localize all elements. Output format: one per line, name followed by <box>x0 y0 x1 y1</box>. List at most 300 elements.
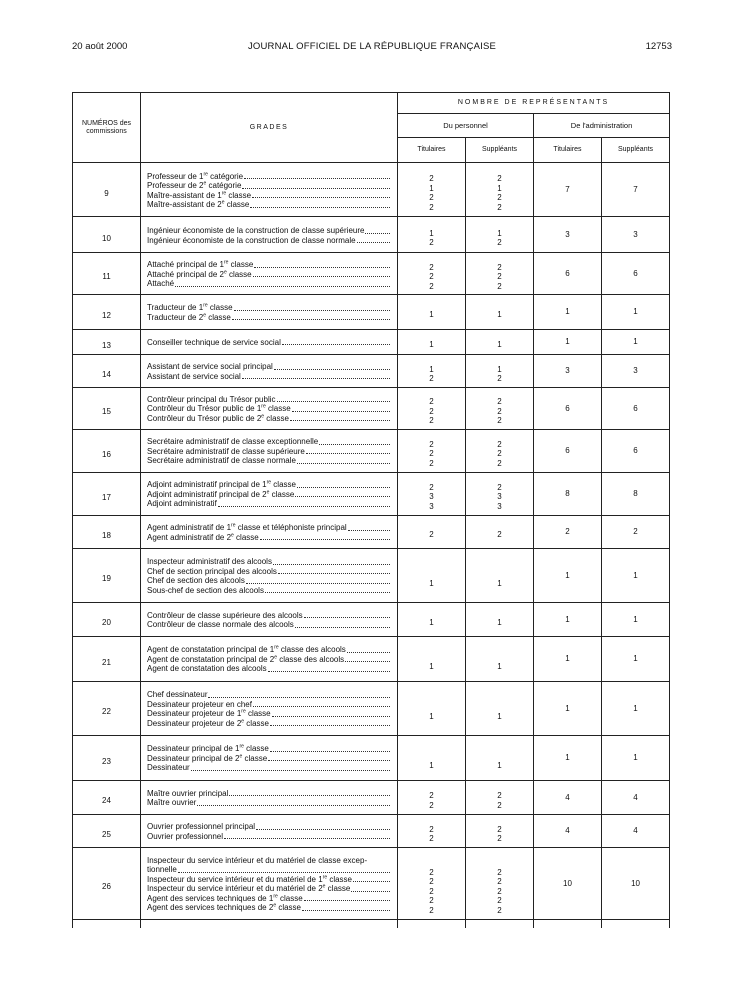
grades-cell <box>141 217 398 253</box>
count-value: 2 <box>497 896 502 905</box>
suppleants-admin-cell: 1 <box>602 735 670 780</box>
group-header-admin: De l'administration <box>534 114 670 138</box>
leader-dots <box>306 447 390 455</box>
grades-cell <box>141 814 398 847</box>
grade-label: Sous-chef de section des alcools <box>147 585 264 595</box>
grade-line <box>147 456 391 466</box>
titulaires-admin-cell: 8 <box>534 472 602 515</box>
count-value: 1 <box>497 662 502 671</box>
col-header-numeros: NUMÉROS des commissions <box>73 93 141 163</box>
table-row <box>73 735 670 780</box>
leader-dots <box>295 620 390 628</box>
grade-label: Secrétaire administratif de classe supérieure <box>147 446 305 456</box>
titulaires-admin-cell: 1 <box>534 329 602 354</box>
suppleants-admin-cell: 7 <box>602 163 670 217</box>
count-value <box>466 702 533 712</box>
count-value: 2 <box>429 824 434 834</box>
grade-line <box>147 313 391 323</box>
commission-number: 11 <box>73 253 141 295</box>
leader-dots <box>290 414 390 422</box>
table-continuation <box>73 919 670 928</box>
grade-label: Ingénieur économiste de la construction de classe normale <box>147 235 356 245</box>
titulaires-personnel-cell <box>398 814 466 847</box>
grade-label: Contrôleur de classe supérieure des alcools <box>147 610 303 620</box>
titulaires-personnel-cell <box>398 636 466 681</box>
commission-number: 26 <box>73 847 141 919</box>
header-date: 20 août 2000 <box>72 41 128 52</box>
count-value: 2 <box>429 272 434 281</box>
count-value <box>398 752 465 762</box>
commission-number: 21 <box>73 636 141 681</box>
table-row <box>73 387 670 429</box>
count-value: 2 <box>429 416 434 426</box>
grade-line <box>147 789 391 799</box>
leader-dots <box>282 338 390 346</box>
titulaires-admin-cell: 3 <box>534 354 602 387</box>
suppleants-personnel-cell <box>466 814 534 847</box>
titulaires-personnel-cell <box>398 429 466 472</box>
grade-line <box>147 172 391 182</box>
grade-line <box>147 338 391 348</box>
count-value: 2 <box>497 824 502 834</box>
grade-line <box>147 260 391 270</box>
count-value: 2 <box>497 834 502 843</box>
grade-label: Dessinateur principal de 2e classe <box>147 753 268 763</box>
count-value: 2 <box>497 272 502 281</box>
titulaires-admin-cell: 1 <box>534 548 602 602</box>
leader-dots <box>357 236 390 244</box>
grades-cell <box>141 847 398 919</box>
commission-number: 25 <box>73 814 141 847</box>
grade-line <box>147 447 391 457</box>
suppleants-admin-cell: 1 <box>602 294 670 329</box>
group-header-personnel: Du personnel <box>398 114 534 138</box>
count-value: 1 <box>497 578 502 588</box>
grade-label: Agent des services techniques de 1re classe <box>147 893 303 903</box>
grade-label: Agent de constatation principal de 1re classe des alcools <box>147 645 346 655</box>
count-value <box>398 702 465 712</box>
titulaires-admin-cell: 6 <box>534 253 602 295</box>
count-value <box>466 653 533 663</box>
titulaires-admin-cell: 1 <box>534 294 602 329</box>
grade-label: Agent administratif de 1re classe et téléphoniste principal <box>147 523 347 532</box>
grade-label: Secrétaire administratif de classe normale <box>147 456 296 466</box>
col-header-suppleants-admin: Suppléants <box>602 138 670 163</box>
grades-cell <box>141 735 398 780</box>
count-value: 1 <box>429 617 434 627</box>
leader-dots <box>234 303 390 311</box>
suppleants-admin-cell: 3 <box>602 354 670 387</box>
commission-number: 13 <box>73 329 141 354</box>
suppleants-admin-cell: 6 <box>602 429 670 472</box>
grade-line <box>147 557 391 567</box>
leader-dots <box>365 226 390 234</box>
count-value: 2 <box>429 877 434 886</box>
titulaires-personnel-cell <box>398 387 466 429</box>
count-value: 2 <box>497 202 502 212</box>
grade-line <box>147 414 391 424</box>
count-value <box>466 858 533 868</box>
leader-dots <box>268 754 390 762</box>
count-value: 2 <box>429 174 434 183</box>
grade-label: Conseiller technique de service social <box>147 337 281 347</box>
commission-number: 16 <box>73 429 141 472</box>
count-value: 2 <box>429 193 434 202</box>
suppleants-admin-cell: 10 <box>602 847 670 919</box>
grade-label: Inspecteur administratif des alcools <box>147 557 272 566</box>
page-header <box>72 41 672 53</box>
suppleants-personnel-cell <box>466 602 534 636</box>
count-value: 2 <box>497 174 502 183</box>
grade-line <box>147 856 391 866</box>
suppleants-personnel-cell <box>466 847 534 919</box>
count-value: 3 <box>497 501 502 511</box>
count-value: 2 <box>429 202 434 212</box>
grades-cell <box>141 163 398 217</box>
count-value: 3 <box>429 501 434 511</box>
continuation-cell <box>141 919 398 928</box>
count-value: 1 <box>429 761 434 770</box>
count-value <box>398 569 465 579</box>
table-row <box>73 548 670 602</box>
grades-cell <box>141 548 398 602</box>
leader-dots <box>272 709 390 717</box>
titulaires-admin-cell: 6 <box>534 429 602 472</box>
titulaires-admin-cell: 2 <box>534 515 602 548</box>
count-value: 2 <box>497 530 502 540</box>
grade-label: Ouvrier professionnel <box>147 831 224 841</box>
titulaires-personnel-cell <box>398 354 466 387</box>
grades-cell <box>141 681 398 735</box>
count-value: 2 <box>429 406 434 416</box>
leader-dots <box>253 700 390 708</box>
leader-dots <box>256 822 390 830</box>
grade-line <box>147 480 391 490</box>
grade-label: Assistant de service social <box>147 371 241 381</box>
grade-label: Dessinateur principal de 1re classe <box>147 744 269 754</box>
leader-dots <box>224 832 390 840</box>
count-value: 2 <box>497 397 502 407</box>
journal-title: JOURNAL OFFICIEL DE LA RÉPUBLIQUE FRANÇAISE <box>247 41 497 52</box>
grade-line <box>147 499 391 509</box>
grade-line <box>147 875 391 885</box>
page-number: 12753 <box>645 41 672 52</box>
count-value: 1 <box>497 761 502 770</box>
titulaires-personnel-cell <box>398 681 466 735</box>
leader-dots <box>246 576 390 584</box>
grade-line <box>147 200 391 210</box>
leader-dots <box>353 875 390 883</box>
titulaires-personnel-cell <box>398 847 466 919</box>
count-value: 2 <box>497 374 502 383</box>
grade-label: Agent de constatation des alcools <box>147 664 267 674</box>
grade-line <box>147 576 391 586</box>
leader-dots <box>244 172 390 180</box>
leader-dots <box>277 395 390 403</box>
grade-label: Dessinateur <box>147 763 190 773</box>
table-row <box>73 294 670 329</box>
suppleants-admin-cell: 6 <box>602 387 670 429</box>
suppleants-personnel-cell <box>466 472 534 515</box>
leader-dots <box>254 260 390 268</box>
leader-dots <box>218 499 390 507</box>
grades-cell <box>141 294 398 329</box>
suppleants-personnel-cell <box>466 387 534 429</box>
table-body <box>73 163 670 928</box>
grade-line <box>147 611 391 621</box>
suppleants-admin-cell: 1 <box>602 636 670 681</box>
count-value: 2 <box>429 439 434 449</box>
suppleants-admin-cell: 1 <box>602 602 670 636</box>
continuation-cell <box>398 919 466 928</box>
grade-line <box>147 523 391 533</box>
leader-dots <box>270 744 390 752</box>
grade-label: Contrôleur de classe normale des alcools <box>147 620 294 629</box>
count-value: 2 <box>429 905 434 915</box>
commission-number: 19 <box>73 548 141 602</box>
count-value: 2 <box>429 262 434 272</box>
table-row <box>73 814 670 847</box>
titulaires-personnel-cell <box>398 602 466 636</box>
grade-line <box>147 191 391 201</box>
grades-cell <box>141 253 398 295</box>
count-value: 2 <box>429 800 434 810</box>
grade-label: Maître-assistant de 2e classe <box>147 200 250 209</box>
grade-line <box>147 270 391 280</box>
count-value: 2 <box>429 791 434 800</box>
grade-label: Maître-assistant de 1re classe <box>147 190 252 200</box>
grade-label: Attaché principal de 2e classe <box>147 269 252 279</box>
count-value: 2 <box>497 905 502 915</box>
suppleants-personnel-cell <box>466 429 534 472</box>
grades-cell <box>141 329 398 354</box>
count-value: 2 <box>429 886 434 896</box>
suppleants-personnel-cell <box>466 217 534 253</box>
grades-cell <box>141 472 398 515</box>
grade-label: Agent de constatation principal de 2e classe des alcools <box>147 654 345 664</box>
leader-dots <box>273 557 390 565</box>
grade-line <box>147 884 391 894</box>
grades-cell <box>141 636 398 681</box>
count-value <box>398 858 465 868</box>
suppleants-admin-cell: 3 <box>602 217 670 253</box>
count-value <box>398 653 465 663</box>
continuation-cell <box>466 919 534 928</box>
grade-label: Inspecteur du service intérieur et du matériel de 1re classe <box>147 874 353 884</box>
grade-label: Dessinateur projeteur de 1re classe <box>147 709 271 718</box>
grade-label: Contrôleur du Trésor public de 1re classe <box>147 404 291 414</box>
titulaires-admin-cell: 6 <box>534 387 602 429</box>
leader-dots <box>197 798 390 806</box>
suppleants-admin-cell: 1 <box>602 681 670 735</box>
grade-line <box>147 798 391 808</box>
count-value: 2 <box>497 867 502 877</box>
grade-line <box>147 719 391 729</box>
col-header-titulaires-admin: Titulaires <box>534 138 602 163</box>
commission-number: 15 <box>73 387 141 429</box>
table-row <box>73 681 670 735</box>
grade-line <box>147 404 391 414</box>
grade-label: Ingénieur économiste de la construction de classe supérieure <box>147 226 365 235</box>
commission-number: 24 <box>73 780 141 814</box>
grade-line <box>147 700 391 710</box>
count-value: 2 <box>497 791 502 800</box>
continuation-cell <box>602 919 670 928</box>
count-value: 1 <box>429 662 434 671</box>
count-value: 2 <box>497 439 502 449</box>
table-row <box>73 429 670 472</box>
table-row <box>73 602 670 636</box>
suppleants-personnel-cell <box>466 636 534 681</box>
grade-line <box>147 763 391 773</box>
count-value: 1 <box>497 617 502 627</box>
table-row <box>73 636 670 681</box>
suppleants-admin-cell: 1 <box>602 329 670 354</box>
count-value: 1 <box>429 578 434 588</box>
table-row <box>73 329 670 354</box>
leader-dots <box>319 437 390 445</box>
table-row <box>73 163 670 217</box>
count-value: 3 <box>429 492 434 502</box>
titulaires-personnel-cell <box>398 217 466 253</box>
titulaires-personnel-cell <box>398 253 466 295</box>
commission-number: 18 <box>73 515 141 548</box>
leader-dots <box>242 372 390 380</box>
count-value: 2 <box>497 449 502 459</box>
suppleants-admin-cell: 8 <box>602 472 670 515</box>
titulaires-personnel-cell <box>398 294 466 329</box>
grade-label: Contrôleur principal du Trésor public <box>147 394 276 404</box>
grade-line <box>147 490 391 500</box>
grade-line <box>147 754 391 764</box>
count-value: 2 <box>429 281 434 291</box>
count-value: 2 <box>497 281 502 291</box>
count-value: 2 <box>429 458 434 468</box>
count-value: 1 <box>429 228 434 238</box>
count-value: 1 <box>497 310 502 320</box>
suppleants-personnel-cell <box>466 681 534 735</box>
grade-line <box>147 645 391 655</box>
suppleants-admin-cell: 4 <box>602 780 670 814</box>
leader-dots <box>232 313 390 321</box>
grade-line <box>147 586 391 596</box>
suppleants-personnel-cell <box>466 780 534 814</box>
count-value: 3 <box>497 492 502 502</box>
grade-line <box>147 226 391 236</box>
grades-cell <box>141 387 398 429</box>
leader-dots <box>268 664 390 672</box>
count-value: 2 <box>429 238 434 247</box>
representatives-table <box>72 92 670 928</box>
grade-line <box>147 372 391 382</box>
count-value: 1 <box>497 711 502 721</box>
suppleants-personnel-cell <box>466 354 534 387</box>
leader-dots <box>265 586 390 594</box>
titulaires-personnel-cell <box>398 548 466 602</box>
grade-line <box>147 832 391 842</box>
grade-line <box>147 620 391 630</box>
grades-cell <box>141 602 398 636</box>
titulaires-admin-cell: 7 <box>534 163 602 217</box>
col-header-titulaires-personnel: Titulaires <box>398 138 466 163</box>
count-value: 2 <box>497 482 502 492</box>
grade-label: Professeur de 2e catégorie <box>147 181 242 190</box>
table-row <box>73 217 670 253</box>
leader-dots <box>260 533 390 541</box>
grade-line <box>147 690 391 700</box>
grade-label: Ouvrier professionnel principal <box>147 822 256 831</box>
count-value: 2 <box>497 193 502 202</box>
grade-line <box>147 655 391 665</box>
leader-dots <box>252 191 390 199</box>
grade-label: Chef de section des alcools <box>147 576 245 585</box>
count-value: 2 <box>429 530 434 540</box>
leader-dots <box>191 763 390 771</box>
suppleants-admin-cell: 1 <box>602 548 670 602</box>
titulaires-admin-cell: 1 <box>534 735 602 780</box>
grade-line <box>147 303 391 313</box>
grade-label: Chef de section principal des alcools <box>147 566 277 576</box>
grade-line <box>147 664 391 674</box>
leader-dots <box>351 884 390 892</box>
leader-dots <box>295 490 390 498</box>
grade-line <box>147 865 391 875</box>
grade-line <box>147 709 391 719</box>
titulaires-admin-cell: 1 <box>534 636 602 681</box>
grade-label: Professeur de 1re catégorie <box>147 171 244 181</box>
suppleants-personnel-cell <box>466 515 534 548</box>
leader-dots <box>229 789 390 797</box>
leader-dots <box>178 865 390 873</box>
count-value: 1 <box>429 310 434 320</box>
count-value: 2 <box>497 877 502 886</box>
grade-label: Maître ouvrier principal <box>147 788 229 798</box>
grade-label: tionnelle <box>147 865 177 874</box>
grade-label: Inspecteur du service intérieur et du matériel de 2e classe <box>147 884 351 893</box>
leader-dots <box>347 645 390 653</box>
grade-label: Dessinateur projeteur de 2e classe <box>147 718 269 728</box>
leader-dots <box>304 611 390 619</box>
leader-dots <box>297 456 390 464</box>
count-value: 2 <box>497 262 502 272</box>
count-value: 2 <box>429 896 434 905</box>
commission-number: 20 <box>73 602 141 636</box>
count-value: 2 <box>429 834 434 843</box>
titulaires-admin-cell: 1 <box>534 681 602 735</box>
col-header-nombre: NOMBRE DE REPRÉSENTANTS <box>398 93 670 114</box>
grade-label: Contrôleur du Trésor public de 2e classe <box>147 413 289 423</box>
grade-label: Secrétaire administratif de classe exceptionnelle <box>147 437 319 447</box>
suppleants-personnel-cell <box>466 329 534 354</box>
grade-label: Adjoint administratif <box>147 499 217 509</box>
count-value: 2 <box>497 406 502 416</box>
grade-line <box>147 437 391 447</box>
leader-dots <box>278 567 390 575</box>
count-value: 1 <box>497 228 502 238</box>
titulaires-admin-cell: 4 <box>534 814 602 847</box>
count-value: 2 <box>497 416 502 426</box>
commission-number: 22 <box>73 681 141 735</box>
grade-line <box>147 362 391 372</box>
suppleants-admin-cell: 6 <box>602 253 670 295</box>
titulaires-personnel-cell <box>398 780 466 814</box>
grade-line <box>147 236 391 246</box>
titulaires-personnel-cell <box>398 329 466 354</box>
leader-dots <box>253 270 390 278</box>
grades-cell <box>141 429 398 472</box>
commission-number: 9 <box>73 163 141 217</box>
leader-dots <box>302 903 390 911</box>
